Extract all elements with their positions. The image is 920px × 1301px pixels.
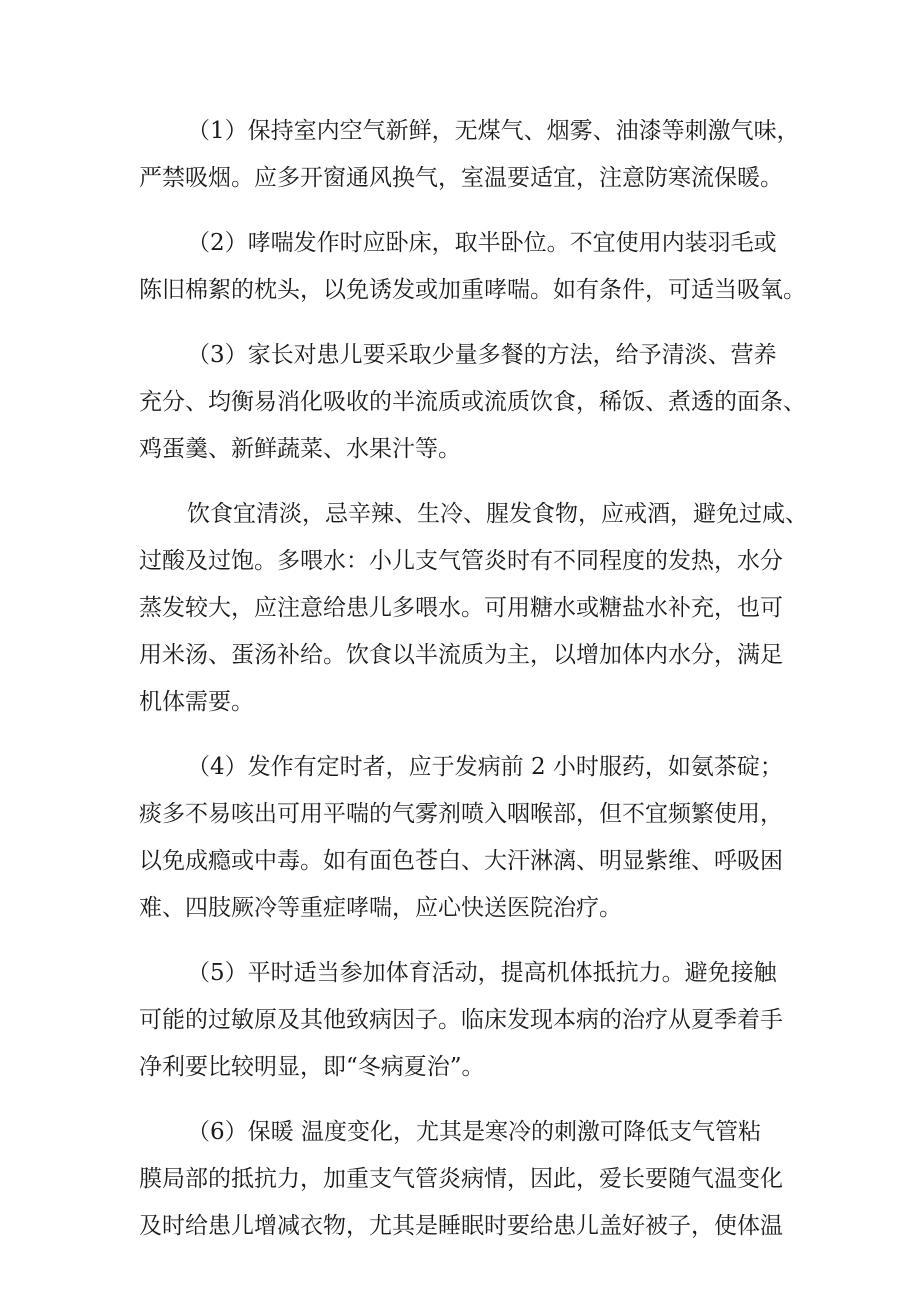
paragraph-item-2 <box>139 220 806 314</box>
text-line: （3）家长对患儿要采取少量多餐的方法，给予清淡、营养 <box>187 342 777 368</box>
text-line: 严禁吸烟。应多开窗通风换气，室温要适宜，注意防寒流保暖。 <box>139 165 783 191</box>
paragraph-item-6 <box>139 1109 799 1250</box>
paragraph-item-4 <box>139 744 799 932</box>
text-line: 难、四肢厥冷等重症哮喘，应心快送医院治疗。 <box>139 895 622 921</box>
text-line: （2）哮喘发作时应卧床，取半卧位。不宜使用内装羽毛或 <box>187 230 777 256</box>
text-line: 以免成瘾或中毒。如有面色苍白、大汗淋漓、明显紫维、呼吸困 <box>139 848 783 874</box>
text-line: （1）保持室内空气新鲜，无煤气、烟雾、油漆等刺激气味， <box>187 118 800 144</box>
text-line: 净利要比较明显，即“冬病夏治”。 <box>139 1054 485 1080</box>
text-line: 鸡蛋羹、新鲜蔬菜、水果汁等。 <box>139 436 461 462</box>
text-line: 充分、均衡易消化吸收的半流质或流质饮食，稀饭、煮透的面条、 <box>139 389 806 415</box>
text-line: （4）发作有定时者，应于发病前 2 小时服药，如氨茶碇； <box>187 754 783 780</box>
text-line: 过酸及过饱。多喂水：小儿支气管炎时有不同程度的发热，水分 <box>139 548 783 574</box>
text-line: 及时给患儿增减衣物，尤其是睡眠时要给患儿盖好被子，使体温 <box>139 1213 783 1239</box>
text-line: 饮食宜清淡，忌辛辣、生冷、腥发食物，应戒酒，避免过咸、 <box>187 501 808 527</box>
text-line: （6）保暖 温度变化，尤其是寒冷的刺激可降低支气管粘 <box>187 1119 761 1145</box>
text-line: 膜局部的抵抗力，加重支气管炎病情，因此，爱长要随气温变化 <box>139 1166 783 1192</box>
paragraph-item-1 <box>139 108 799 202</box>
paragraph-item-3 <box>139 332 806 473</box>
text-line: 用米汤、蛋汤补给。饮食以半流质为主，以增加体内水分，满足 <box>139 642 783 668</box>
text-line: 痰多不易咳出可用平喘的气雾剂喷入咽喉部，但不宜频繁使用， <box>139 801 783 827</box>
text-line: 可能的过敏原及其他致病因子。临床发现本病的治疗从夏季着手 <box>139 1007 783 1033</box>
text-line: （5）平时适当参加体育活动，提高机体抵抗力。避免接触 <box>187 960 777 986</box>
text-line: 陈旧棉絮的枕头，以免诱发或加重哮喘。如有条件，可适当吸氧。 <box>139 277 806 303</box>
document-body <box>139 108 808 1250</box>
paragraph-diet <box>139 491 808 726</box>
paragraph-item-5 <box>139 950 799 1091</box>
text-line: 机体需要。 <box>139 689 254 715</box>
text-line: 蒸发较大，应注意给患儿多喂水。可用糖水或糖盐水补充，也可 <box>139 595 783 621</box>
